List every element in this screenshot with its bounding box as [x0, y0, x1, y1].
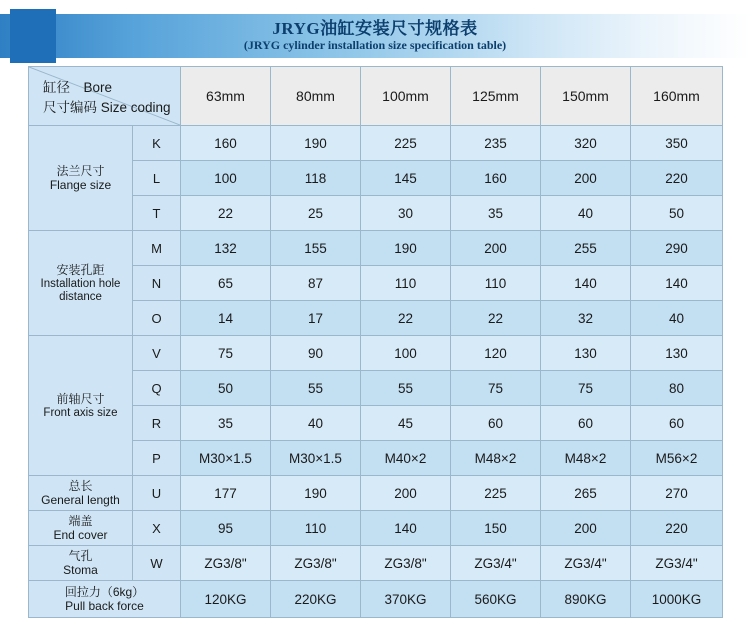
cell-value: 87 [271, 266, 361, 301]
cell-value: 190 [271, 476, 361, 511]
cell-value: 40 [271, 406, 361, 441]
cell-value: 22 [451, 301, 541, 336]
group-label-en: End cover [53, 528, 108, 542]
group-label-cn: 端盖 [68, 514, 93, 528]
cell-value: 90 [271, 336, 361, 371]
table-row [29, 126, 723, 161]
cell-value: 60 [451, 406, 541, 441]
group-label-en: Stoma [63, 563, 98, 577]
cell-value: 220KG [271, 581, 361, 618]
group-label-en: Installation hole distance [40, 278, 121, 303]
group-label-en: General length [41, 493, 120, 507]
group-label-en: Front axis size [43, 407, 118, 419]
cell-value: 95 [181, 511, 271, 546]
table-row [29, 546, 723, 581]
column-header: 150mm [541, 67, 631, 126]
cell-value: 140 [631, 266, 723, 301]
table-row [29, 441, 723, 476]
table-row [29, 336, 723, 371]
page-title: JRYG油缸安装尺寸规格表 [272, 19, 478, 38]
cell-value: 75 [181, 336, 271, 371]
cell-value: 200 [451, 231, 541, 266]
cell-value: 45 [361, 406, 451, 441]
group-label-en: Flange size [49, 178, 112, 192]
cell-value: 120 [451, 336, 541, 371]
cell-value: 35 [451, 196, 541, 231]
column-header: 100mm [361, 67, 451, 126]
group-label-flange [29, 126, 133, 231]
cell-value: 155 [271, 231, 361, 266]
cell-value: 32 [541, 301, 631, 336]
table-row [29, 231, 723, 266]
cell-value: 145 [361, 161, 451, 196]
corner-header-cell [29, 67, 181, 126]
cell-value: ZG3/4" [631, 546, 723, 581]
cell-value: 225 [451, 476, 541, 511]
cell-value: 35 [181, 406, 271, 441]
cell-value: 132 [181, 231, 271, 266]
cell-value: M30×1.5 [271, 441, 361, 476]
cell-value: 140 [541, 266, 631, 301]
bore-label: 缸径 Bore [43, 80, 113, 95]
group-label-cn: 回拉力（6kg） [64, 585, 145, 599]
cell-value: 110 [361, 266, 451, 301]
cell-value: 290 [631, 231, 723, 266]
cell-value: 140 [361, 511, 451, 546]
group-label-cn: 气孔 [68, 549, 93, 563]
banner-text [0, 14, 750, 58]
column-header: 63mm [181, 67, 271, 126]
cell-value: 17 [271, 301, 361, 336]
size-coding-label: 尺寸编码 Size coding [43, 100, 171, 115]
cell-value: 370KG [361, 581, 451, 618]
cell-value: ZG3/8" [181, 546, 271, 581]
group-label-cn: 前轴尺寸 [56, 392, 105, 406]
row-code: N [133, 266, 181, 301]
group-label-end-cover [29, 511, 133, 546]
row-code: T [133, 196, 181, 231]
group-label-pull-back-force [29, 581, 181, 618]
cell-value: 350 [631, 126, 723, 161]
cell-value: M48×2 [451, 441, 541, 476]
cell-value: 80 [631, 371, 723, 406]
cell-value: 265 [541, 476, 631, 511]
cell-value: 30 [361, 196, 451, 231]
cell-value: 235 [451, 126, 541, 161]
spec-table [28, 66, 723, 618]
cell-value: 75 [451, 371, 541, 406]
cell-value: 110 [271, 511, 361, 546]
cell-value: 40 [631, 301, 723, 336]
cell-value: 1000KG [631, 581, 723, 618]
cell-value: M48×2 [541, 441, 631, 476]
table-row [29, 476, 723, 511]
row-code: Q [133, 371, 181, 406]
cell-value: 50 [181, 371, 271, 406]
cell-value: M56×2 [631, 441, 723, 476]
cell-value: 190 [361, 231, 451, 266]
table-row [29, 161, 723, 196]
row-code: V [133, 336, 181, 371]
cell-value: 320 [541, 126, 631, 161]
group-label-hole-distance [29, 231, 133, 336]
cell-value: 60 [541, 406, 631, 441]
cell-value: 150 [451, 511, 541, 546]
column-header: 160mm [631, 67, 723, 126]
column-header: 125mm [451, 67, 541, 126]
cell-value: 100 [361, 336, 451, 371]
cell-value: 130 [631, 336, 723, 371]
cell-value: 225 [361, 126, 451, 161]
table-row [29, 371, 723, 406]
row-code: K [133, 126, 181, 161]
cell-value: 890KG [541, 581, 631, 618]
table-header-row [29, 67, 723, 126]
cell-value: 118 [271, 161, 361, 196]
table-row [29, 511, 723, 546]
table-row [29, 301, 723, 336]
table-row [29, 266, 723, 301]
cell-value: 110 [451, 266, 541, 301]
row-code: M [133, 231, 181, 266]
row-code: R [133, 406, 181, 441]
cell-value: 25 [271, 196, 361, 231]
cell-value: 60 [631, 406, 723, 441]
group-label-cn: 安装孔距 [56, 263, 105, 277]
cell-value: 130 [541, 336, 631, 371]
cell-value: 200 [541, 511, 631, 546]
table-row [29, 196, 723, 231]
column-header: 80mm [271, 67, 361, 126]
cell-value: 14 [181, 301, 271, 336]
table-row [29, 581, 723, 618]
cell-value: 220 [631, 161, 723, 196]
table-row [29, 406, 723, 441]
group-label-en: Pull back force [65, 599, 144, 613]
cell-value: 75 [541, 371, 631, 406]
cell-value: 22 [361, 301, 451, 336]
cell-value: 270 [631, 476, 723, 511]
cell-value: 177 [181, 476, 271, 511]
group-label-general-length [29, 476, 133, 511]
cell-value: 40 [541, 196, 631, 231]
cell-value: M30×1.5 [181, 441, 271, 476]
cell-value: 65 [181, 266, 271, 301]
header-banner [0, 14, 750, 58]
cell-value: 220 [631, 511, 723, 546]
group-label-front-axis [29, 336, 133, 476]
page-subtitle: (JRYG cylinder installation size specification table) [243, 38, 507, 52]
cell-value: 200 [541, 161, 631, 196]
cell-value: 120KG [181, 581, 271, 618]
cell-value: 100 [181, 161, 271, 196]
row-code: O [133, 301, 181, 336]
cell-value: M40×2 [361, 441, 451, 476]
cell-value: 255 [541, 231, 631, 266]
row-code: U [133, 476, 181, 511]
group-label-cn: 总长 [68, 479, 93, 493]
cell-value: ZG3/8" [361, 546, 451, 581]
row-code: X [133, 511, 181, 546]
cell-value: ZG3/4" [451, 546, 541, 581]
cell-value: 560KG [451, 581, 541, 618]
cell-value: 190 [271, 126, 361, 161]
row-code: L [133, 161, 181, 196]
cell-value: 160 [451, 161, 541, 196]
cell-value: ZG3/4" [541, 546, 631, 581]
cell-value: 55 [361, 371, 451, 406]
cell-value: ZG3/8" [271, 546, 361, 581]
cell-value: 50 [631, 196, 723, 231]
row-code: P [133, 441, 181, 476]
group-label-cn: 法兰尺寸 [56, 164, 105, 178]
cell-value: 200 [361, 476, 451, 511]
cell-value: 22 [181, 196, 271, 231]
cell-value: 160 [181, 126, 271, 161]
group-label-stoma [29, 546, 133, 581]
cell-value: 55 [271, 371, 361, 406]
row-code: W [133, 546, 181, 581]
